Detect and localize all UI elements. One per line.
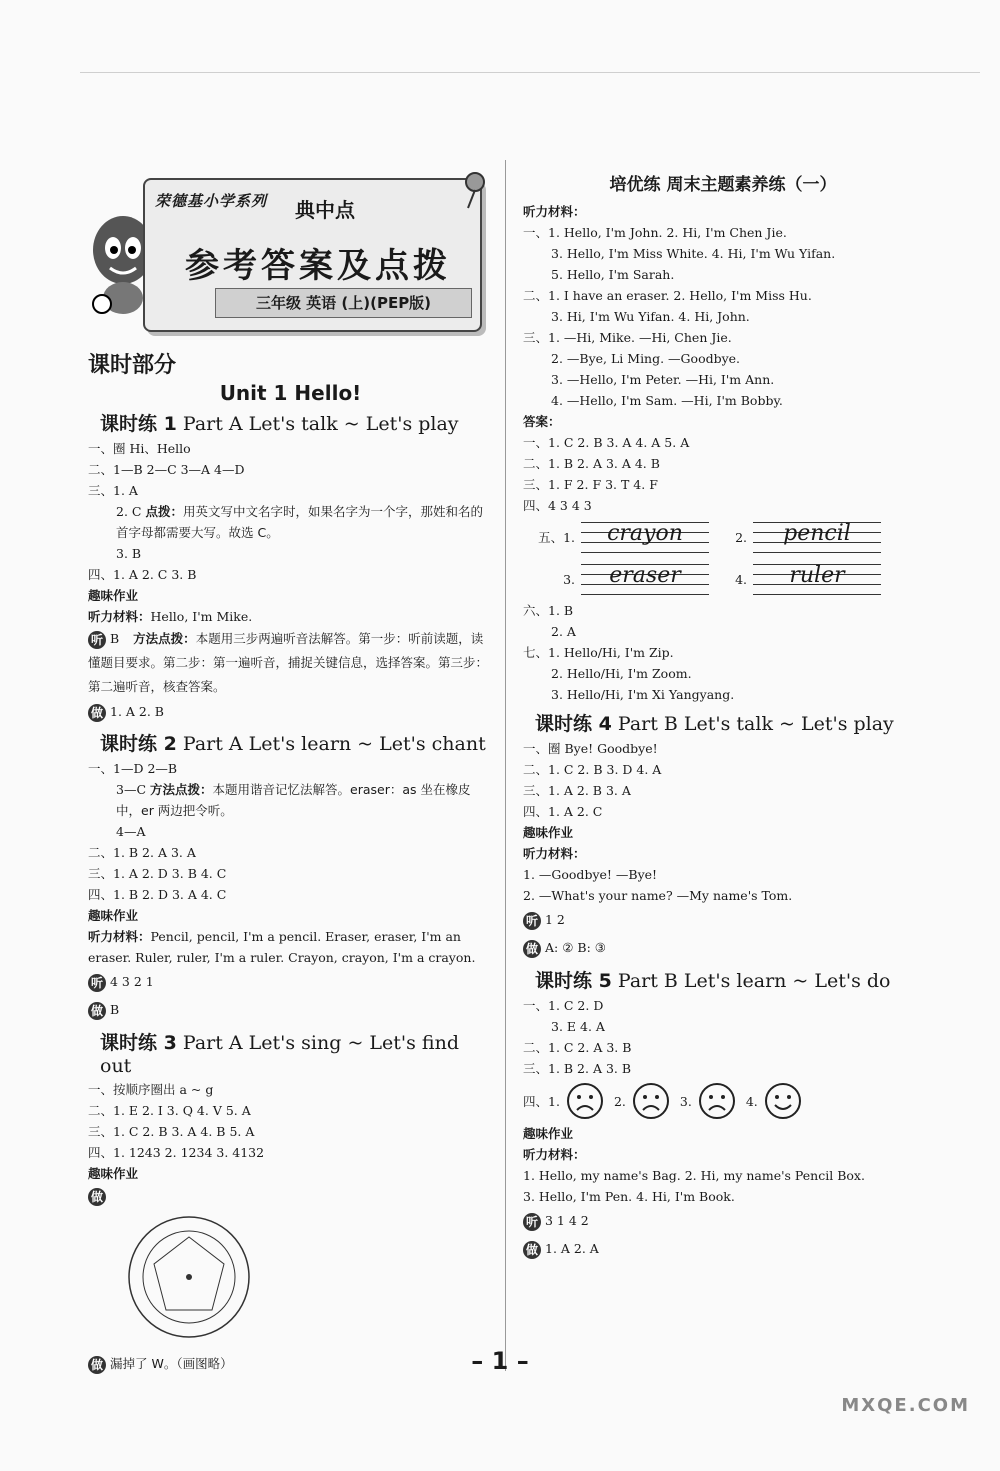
answer-line: 三、1. A 2. B 3. A (523, 783, 631, 798)
listening-line: 三、1. —Hi, Mike. —Hi, Chen Jie. (523, 330, 732, 345)
answer-line: 3. E 4. A (551, 1019, 605, 1034)
listening-text: Hello, I'm Mike. (150, 609, 253, 624)
sad-face-icon (632, 1082, 670, 1120)
question-number: 4. (735, 571, 747, 587)
answer-value: B (110, 631, 120, 646)
alphabet-wheel-icon (124, 1212, 254, 1342)
fun-homework-label: 趣味作业 (523, 825, 574, 840)
answer-line: 三、1. B 2. A 3. B (523, 1061, 632, 1076)
lesson-4-title: Part B Let's talk ~ Let's play (617, 713, 894, 735)
answer-line: 四、4 3 4 3 (523, 498, 592, 513)
handwritten-word: ruler (789, 563, 845, 588)
handwriting-box (581, 562, 709, 596)
do-answer (523, 1235, 923, 1263)
listening-label: 听力材料： (523, 1147, 586, 1162)
handwritten-word: eraser (609, 563, 681, 588)
fun-homework-label: 趣味作业 (523, 1126, 574, 1141)
answer-line: 三、1. A 2. D 3. B 4. C (88, 866, 227, 881)
do-badge-icon: 做 (523, 1241, 541, 1259)
do-badge-row (88, 1184, 493, 1208)
grade-label: 三年级 英语 (上)(PEP版) (215, 288, 472, 318)
sad-face-icon (566, 1082, 604, 1120)
method-label: 方法点拨： (133, 631, 196, 646)
weekend-practice-title: 培优练 周末主题素养练（一） (609, 175, 837, 195)
listening-line: 2. —What's your name? —My name's Tom. (523, 888, 793, 903)
do-answer (88, 699, 493, 725)
listening-line: 5. Hello, I'm Sarah. (551, 267, 675, 282)
question-number: 3. (679, 1093, 692, 1109)
listening-line: 4. —Hello, I'm Sam. —Hi, I'm Bobby. (551, 393, 783, 408)
answers-label: 答案： (523, 414, 561, 429)
listening-line: 3. Hello, I'm Pen. 4. Hi, I'm Book. (523, 1189, 735, 1204)
answer-line: 2. A (551, 624, 576, 639)
answer-line: 三、1. C 2. B 3. A 4. B 5. A (88, 1124, 255, 1139)
answer-tip (88, 501, 493, 543)
banner-card (143, 178, 482, 332)
do-badge-icon: 做 (523, 940, 541, 958)
answer-line: 一、按顺序圈出 a ~ g (88, 1082, 214, 1097)
method-text: 本题用三步两遍听音法解答。第一步：听前读题，读懂题目要求。第二步：第一遍听音，捕捉关键信息，选择答案。第三步：第二遍听音，核查答案。 (88, 631, 489, 694)
page-number: – 1 – (471, 1347, 529, 1375)
pushpin-icon (460, 170, 490, 210)
lesson-1-title: Part A Let's talk ~ Let's play (182, 413, 459, 435)
lesson-3-label: 课时练 3 (100, 1032, 177, 1054)
brand-name: 典中点 (295, 198, 355, 222)
answer-line: 3. B (116, 546, 142, 561)
listening-line: 一、1. Hello, I'm John. 2. Hi, I'm Chen Jie. (523, 225, 787, 240)
happy-face-icon (764, 1082, 802, 1120)
column-divider (505, 160, 506, 1371)
tip-text: 用英文写中文名字时，如果名字为一个字，那姓和名的首字母都需要大写。故选 C。 (116, 504, 483, 540)
listening-line: 3. Hi, I'm Wu Yifan. 4. Hi, John. (551, 309, 750, 324)
answer-line: 四、1. B 2. D 3. A 4. C (88, 887, 227, 902)
answer-line: 二、1. E 2. I 3. Q 4. V 5. A (88, 1103, 251, 1118)
answer-line: 二、1—B 2—C 3—A 4—D (88, 462, 245, 477)
answer-tip (88, 779, 493, 821)
answer-value: 1. A 2. B (110, 704, 164, 719)
lesson-2-title: Part A Let's learn ~ Let's chant (182, 733, 486, 755)
question-number: 2. (735, 529, 747, 545)
answer-line: 一、1. C 2. D (523, 998, 604, 1013)
fun-homework-label: 趣味作业 (88, 1166, 139, 1181)
listening-label: 听力材料： (88, 929, 151, 944)
lesson-1-label: 课时练 1 (100, 413, 177, 435)
method-label: 方法点拨： (150, 782, 213, 797)
answer-line: 二、1. C 2. A 3. B (523, 1040, 632, 1055)
listen-badge-icon: 听 (523, 912, 541, 930)
answer-value: 3 1 4 2 (545, 1213, 589, 1228)
answer-value: B (110, 1002, 120, 1017)
series-name: 荣德基小学系列 (155, 192, 268, 210)
answer-line: 4—A (116, 824, 146, 839)
lesson-1-heading (100, 409, 493, 436)
left-column (88, 170, 493, 1378)
answer-line: 一、1. C 2. B 3. A 4. A 5. A (523, 435, 690, 450)
listening-line: 3. —Hello, I'm Peter. —Hi, I'm Ann. (551, 372, 775, 387)
answer-value: 3—C (116, 782, 147, 797)
handwriting-row (523, 558, 923, 600)
handwritten-word: crayon (607, 521, 683, 546)
lesson-4-label: 课时练 4 (535, 713, 612, 735)
listening-text: Pencil, pencil, I'm a pencil. Eraser, eraser, I'm an eraser. Ruler, ruler, I'm a ruler. Crayon, crayon, I'm a crayon. (88, 929, 476, 965)
fun-homework-label: 趣味作业 (88, 908, 139, 923)
listening-label: 听力材料： (88, 609, 151, 624)
lesson-5-label: 课时练 5 (535, 970, 612, 992)
answer-line: 六、1. B (523, 603, 574, 618)
answer-line: 四、1. A 2. C (523, 804, 603, 819)
answer-line: 三、1. F 2. F 3. T 4. F (523, 477, 658, 492)
answer-line: 一、圈 Hi、Hello (88, 441, 191, 456)
handwriting-box (581, 520, 709, 554)
listen-answer (523, 1207, 923, 1235)
answer-value: A: ② B: ③ (545, 940, 606, 955)
listening-line: 3. Hello, I'm Miss White. 4. Hi, I'm Wu Yifan. (551, 246, 836, 261)
faces-row (523, 1079, 923, 1123)
tip-label: 点拨： (145, 504, 183, 519)
listening-material-label: 听力材料： (523, 204, 586, 219)
lesson-3-heading (100, 1028, 493, 1077)
handwritten-word: pencil (783, 521, 851, 546)
do-badge-icon: 做 (88, 1002, 106, 1020)
question-number: 五、1. (538, 530, 575, 545)
answer-line: 二、1. C 2. B 3. D 4. A (523, 762, 662, 777)
answer-line: 三、1. A (88, 483, 138, 498)
lesson-3-title: Part A Let's sing ~ Let's find out (100, 1032, 459, 1077)
answer-line: 一、圈 Bye! Goodbye! (523, 741, 658, 756)
listening-line: 2. —Bye, Li Ming. —Goodbye. (551, 351, 741, 366)
answer-line: 一、1—D 2—B (88, 761, 178, 776)
fun-homework-label: 趣味作业 (88, 588, 139, 603)
lesson-2-heading (100, 729, 493, 756)
unit-title: Unit 1 Hello! (219, 381, 362, 405)
do-badge-icon: 做 (88, 704, 106, 722)
do-badge-icon: 做 (88, 1356, 106, 1374)
handwriting-box (753, 520, 881, 554)
answer-value: 漏掉了 W。（画图略） (110, 1356, 233, 1371)
answer-line: 四、1. A 2. C 3. B (88, 567, 197, 582)
listen-answer (88, 968, 493, 996)
sad-face-icon (698, 1082, 736, 1120)
header-banner (88, 170, 493, 342)
question-number: 4. (745, 1093, 758, 1109)
watermark: MXQE.COM (841, 1395, 970, 1416)
listen-badge-icon: 听 (88, 974, 106, 992)
listening-line: 1. —Goodbye! —Bye! (523, 867, 658, 882)
answer-line: 七、1. Hello/Hi, I'm Zip. (523, 645, 674, 660)
question-number: 3. (563, 571, 575, 587)
answer-value: 1 2 (545, 912, 565, 927)
method-text: 本题用谐音记忆法解答。eraser：as 坐在橡皮中，er 两边把令听。 (116, 782, 471, 818)
lesson-5-heading (535, 966, 923, 993)
section-title: 课时部分 (88, 353, 177, 378)
listen-answer (88, 627, 493, 699)
listening-line: 1. Hello, my name's Bag. 2. Hi, my name's Pencil Box. (523, 1168, 865, 1183)
answer-line: 四、1. 1243 2. 1234 3. 4132 (88, 1145, 265, 1160)
answer-line: 二、1. B 2. A 3. A 4. B (523, 456, 660, 471)
handwriting-row (523, 516, 923, 558)
question-number: 四、1. (523, 1094, 560, 1109)
do-answer (523, 934, 923, 962)
answer-value: 4 3 2 1 (110, 974, 154, 989)
do-answer (88, 996, 493, 1024)
answer-line: 2. Hello/Hi, I'm Zoom. (551, 666, 692, 681)
listen-answer (523, 906, 923, 934)
listening-line: 二、1. I have an eraser. 2. Hello, I'm Miss Hu. (523, 288, 812, 303)
lesson-5-title: Part B Let's learn ~ Let's do (617, 970, 891, 992)
question-number: 2. (613, 1093, 626, 1109)
listen-badge-icon: 听 (88, 631, 106, 649)
answer-value: 1. A 2. A (545, 1241, 599, 1256)
banner-title: 参考答案及点拨 (185, 246, 451, 286)
answer-line: 3. Hello/Hi, I'm Xi Yangyang. (551, 687, 735, 702)
listening-label: 听力材料： (523, 846, 586, 861)
lesson-4-heading (535, 709, 923, 736)
top-rule (80, 72, 980, 73)
do-badge-icon: 做 (88, 1188, 106, 1206)
handwriting-box (753, 562, 881, 596)
listening-material (88, 606, 493, 627)
right-column (523, 170, 923, 1263)
answer-value: 2. C (116, 504, 142, 519)
answer-line: 二、1. B 2. A 3. A (88, 845, 196, 860)
listening-material (88, 926, 493, 968)
lesson-2-label: 课时练 2 (100, 733, 177, 755)
listen-badge-icon: 听 (523, 1213, 541, 1231)
